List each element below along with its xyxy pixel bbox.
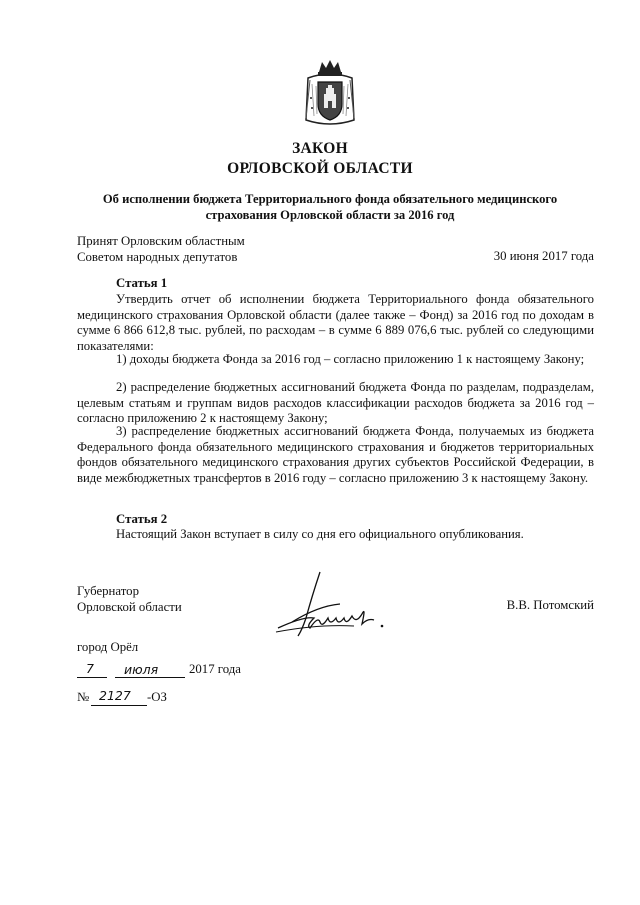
adoption-line: Советом народных депутатов (77, 250, 238, 264)
signing-city: город Орёл (77, 640, 139, 654)
law-number (77, 690, 277, 710)
adoption-date: 30 июня 2017 года (493, 249, 594, 263)
law-number-suffix: -ОЗ (147, 690, 167, 704)
article-1-item-3: 3) распределение бюджетных ассигнований бюджета Фонда, получаемых из бюджета Федерального фонда обязательного медицинского страхования и бюджетов территориальных фондов обязательного медицинского страхования других субъектов Российской Федерации, в виде межбюджетных трансфертов в 2016 году – согласно приложению 3 к настоящему Закону. (77, 424, 594, 485)
law-subject-line: страхования Орловской области за 2016 год (205, 208, 455, 222)
signing-date (77, 662, 317, 682)
handwritten-signature (258, 566, 398, 646)
article-1-heading: Статья 1 (116, 276, 168, 290)
number-sign: № (77, 690, 90, 704)
number-underline (91, 705, 147, 706)
article-2-heading: Статья 2 (116, 512, 168, 526)
signing-day: 7 (86, 661, 94, 676)
coat-of-arms-icon (302, 58, 358, 128)
article-1-intro: Утвердить отчет об исполнении бюджета Территориального фонда обязательного медицинского страхования Орловской области (далее также – Фонд) за 2016 год по доходам в сумме 6 866 612,8 тыс. рублей, по расходам – в сумме 6 889 076,6 тыс. рублей со следующими показателями: (77, 292, 594, 353)
signatory-name: В.В. Потомский (506, 598, 594, 612)
month-underline (115, 677, 185, 678)
law-subject-line: Об исполнении бюджета Территориального фонда обязательного медицинского (102, 192, 558, 206)
law-number-value: 2127 (99, 688, 131, 703)
adoption-line: Принят Орловским областным (77, 234, 245, 248)
document-title: ЗАКОН (292, 140, 348, 157)
signatory-position-line: Губернатор (77, 584, 139, 598)
day-underline (77, 677, 107, 678)
signing-year: 2017 года (189, 662, 241, 676)
signing-month: июля (124, 662, 159, 677)
article-2-text: Настоящий Закон вступает в силу со дня его официального опубликования. (116, 527, 524, 541)
article-1-item-2: 2) распределение бюджетных ассигнований бюджета Фонда по разделам, подразделам, целевым статьям и группам видов расходов классификации расходов бюджета за 2016 год – согласно приложению 2 к настоящему Закону; (77, 380, 594, 426)
law-subject (70, 191, 590, 223)
signatory-position (77, 583, 182, 615)
signatory-position-line: Орловской области (77, 600, 182, 614)
document-issuer: ОРЛОВСКОЙ ОБЛАСТИ (227, 160, 413, 177)
article-1-item-1: 1) доходы бюджета Фонда за 2016 год – согласно приложению 1 к настоящему Закону; (116, 352, 585, 366)
adoption-authority (77, 233, 245, 265)
